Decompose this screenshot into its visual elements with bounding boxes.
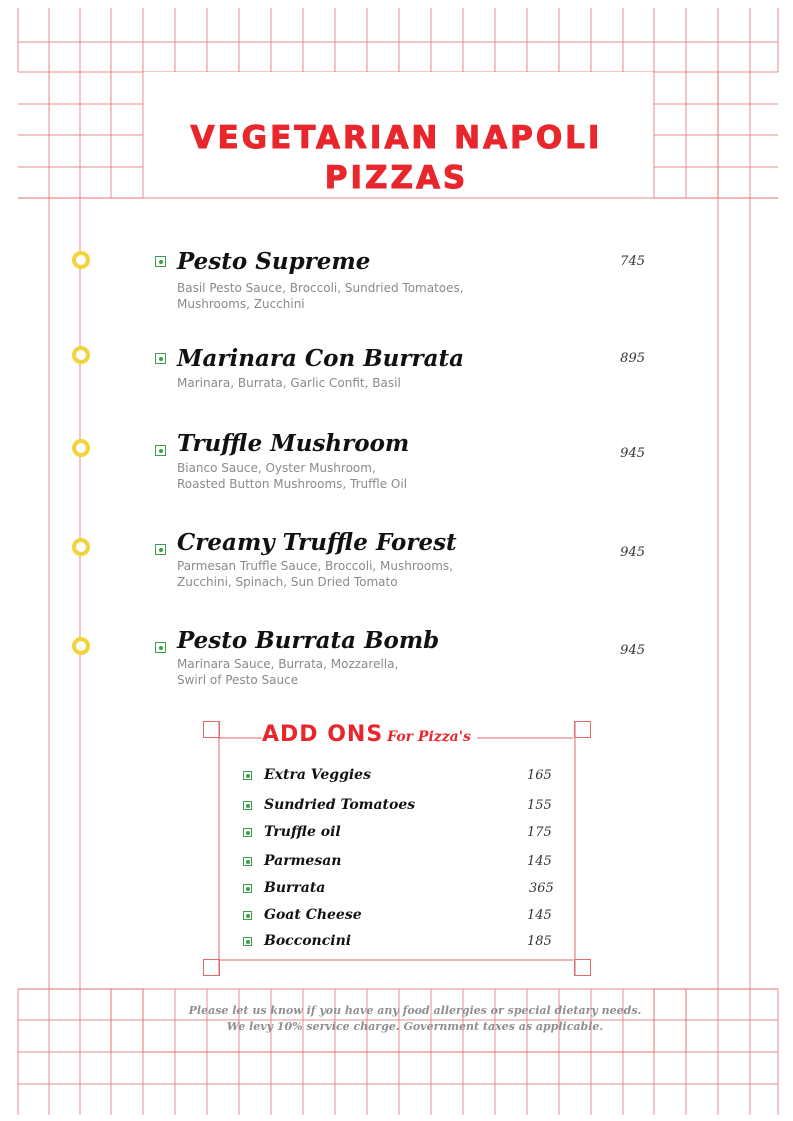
item-price: 945: [620, 643, 645, 658]
addons-heading: [262, 722, 477, 747]
item-description-line: Mushrooms, Zucchini: [177, 297, 305, 311]
addon-item: [243, 853, 553, 873]
bullet-dot: [72, 637, 90, 655]
addon-name: Sundried Tomatoes: [264, 797, 416, 813]
footer-note: [150, 1003, 680, 1035]
item-name: Pesto Burrata Bomb: [177, 627, 440, 654]
item-name: Creamy Truffle Forest: [177, 529, 457, 556]
item-description-line: Swirl of Pesto Sauce: [177, 673, 299, 687]
veg-icon: [155, 642, 166, 653]
item-description-line: Bianco Sauce, Oyster Mushroom,: [177, 461, 376, 475]
veg-icon: [155, 544, 166, 555]
item-description-line: Roasted Button Mushrooms, Truffle Oil: [177, 477, 408, 491]
item-description: [177, 280, 477, 312]
item-description: [177, 375, 477, 391]
item-price: 895: [620, 351, 645, 366]
addon-price: 365: [529, 881, 554, 896]
item-name: Marinara Con Burrata: [177, 345, 465, 372]
veg-icon: [155, 353, 166, 364]
item-description-line: Marinara Sauce, Burrata, Mozzarella,: [177, 657, 399, 671]
addon-price: 175: [527, 825, 552, 840]
addon-price: 155: [527, 798, 552, 813]
title-line-2: PIZZAS: [324, 160, 469, 196]
addon-item: [243, 767, 553, 787]
item-price: 945: [620, 545, 645, 560]
item-name: Truffle Mushroom: [177, 430, 410, 457]
bullet-dot: [72, 439, 90, 457]
addon-price: 145: [527, 908, 552, 923]
veg-icon: [243, 911, 252, 920]
addon-price: 165: [527, 768, 552, 783]
veg-icon: [243, 937, 252, 946]
bullet-dot: [72, 346, 90, 364]
item-price: 945: [620, 446, 645, 461]
title-line-1: VEGETARIAN NAPOLI: [190, 120, 603, 156]
veg-icon: [243, 857, 252, 866]
addon-item: [243, 824, 553, 844]
item-price: 745: [620, 254, 645, 269]
page-title: [140, 118, 653, 198]
item-description-line: Zucchini, Spinach, Sun Dried Tomato: [177, 575, 398, 589]
addon-name: Extra Veggies: [264, 767, 371, 783]
veg-icon: [155, 445, 166, 456]
addon-item: [243, 907, 553, 927]
footer-line-2: We levy 10% service charge. Government taxes as applicable.: [226, 1020, 604, 1033]
addon-price: 185: [527, 934, 552, 949]
item-description: [177, 460, 477, 492]
item-description: [177, 656, 477, 688]
veg-icon: [155, 256, 166, 267]
item-description: [177, 558, 477, 590]
item-description-line: Basil Pesto Sauce, Broccoli, Sundried Tomatoes,: [177, 281, 464, 295]
item-description-line: Parmesan Truffle Sauce, Broccoli, Mushrooms,: [177, 559, 453, 573]
addon-name: Truffle oil: [264, 824, 341, 840]
addon-name: Goat Cheese: [264, 907, 362, 923]
veg-icon: [243, 884, 252, 893]
addons-title: ADD ONS: [262, 722, 384, 747]
addon-item: [243, 797, 553, 817]
addon-item: [243, 880, 553, 900]
veg-icon: [243, 771, 252, 780]
addon-price: 145: [527, 854, 552, 869]
addons-subtitle: For Pizza's: [387, 729, 471, 745]
addon-item: [243, 933, 553, 953]
bullet-dot: [72, 251, 90, 269]
addon-name: Parmesan: [264, 853, 342, 869]
bullet-dot: [72, 538, 90, 556]
veg-icon: [243, 801, 252, 810]
footer-line-1: Please let us know if you have any food allergies or special dietary needs.: [188, 1004, 642, 1017]
item-name: Pesto Supreme: [177, 248, 371, 275]
addon-name: Bocconcini: [264, 933, 352, 949]
addon-name: Burrata: [264, 880, 326, 896]
item-description-line: Marinara, Burrata, Garlic Confit, Basil: [177, 376, 401, 390]
veg-icon: [243, 828, 252, 837]
